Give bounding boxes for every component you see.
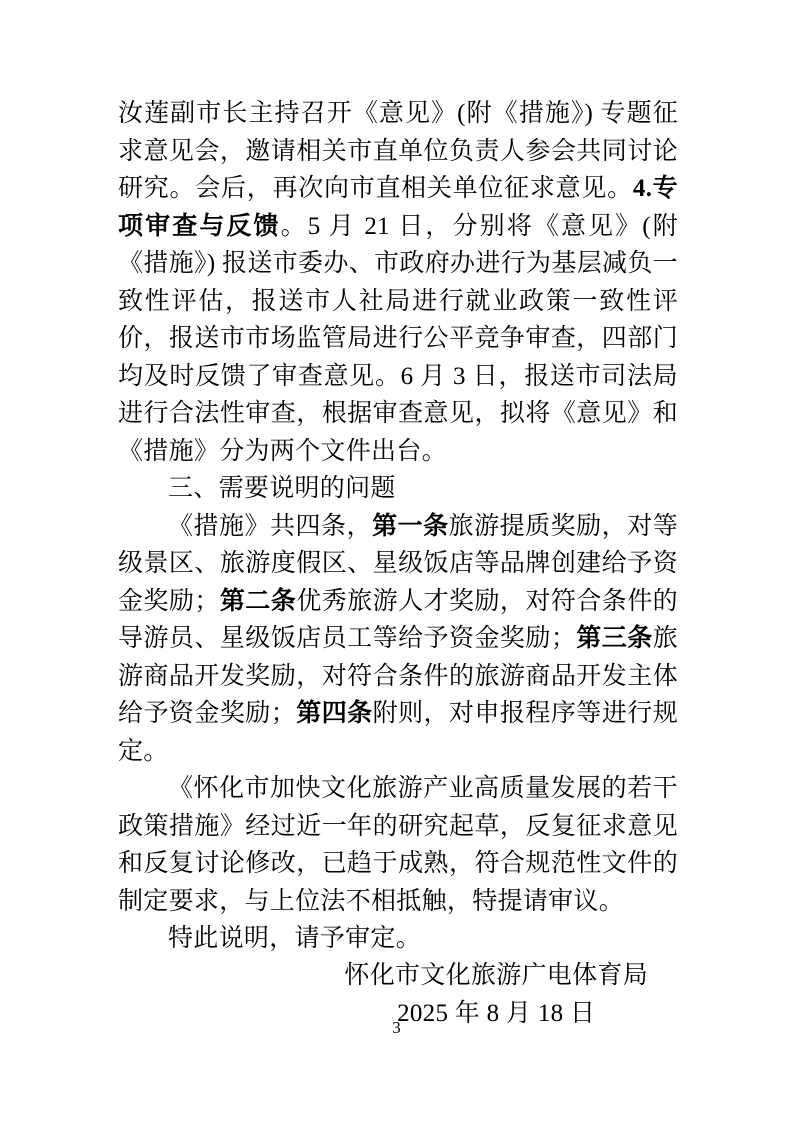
paragraph-closing	[118, 920, 678, 958]
bold-text-run: 第四条	[296, 700, 373, 727]
text-run: 旅游提质奖励，对等级景区、旅游度假区、星级饭店等品牌创建给予资金奖励；	[118, 512, 679, 615]
text-run: 《措施》共四条，	[168, 512, 373, 540]
document-body	[118, 95, 678, 958]
paragraph-review-process	[118, 95, 678, 470]
bold-text-run: 第二条	[219, 587, 297, 615]
paragraph-conclusion	[118, 770, 678, 920]
text-run: 汝莲副市长主持召开《意见》(附《措施》) 专题征求意见会，邀请相关市直单位负责人参会共同讨论研究。会后，再次向市直相关单位征求意见。	[118, 100, 678, 202]
text-run: 《怀化市加快文化旅游产业高质量发展的若干政策措施》经过近一年的研究起草，反复征求意见和反复讨论修改，已趋于成熟，符合规范性文件的制定要求，与上位法不相抵触，特提请审议。	[118, 775, 678, 915]
signature-date: 2025 年 8 月 18 日	[397, 1000, 596, 1027]
text-run: 附则，对申报程序等进行规定。	[118, 700, 678, 765]
signature-organization: 怀化市文化旅游广电体育局	[344, 962, 648, 989]
text-run: 优秀旅游人才奖励，对符合条件的导游员、星级饭店员工等给予资金奖励；	[118, 587, 678, 652]
text-run: 旅游商品开发奖励，对符合条件的旅游商品开发主体给予资金奖励；	[118, 625, 678, 727]
bold-text-run: 4.专项审查与反馈	[118, 175, 678, 240]
section-heading	[118, 470, 678, 508]
text-run: 特此说明，请予审定。	[168, 925, 422, 952]
text-run: 。5 月 21 日，分别将《意见》(附《措施》) 报送市委办、市政府办进行为基层减负一致性评估，报送市人社局进行就业政策一致性评价，报送市市场监管局进行公平竞争审查，四部门均及时反馈了审查意见。6 月 3 日，报送市司法局进行合法性审查，根据审查意见，拟将《意见》和《措施》分为两个文件出台。	[118, 212, 678, 465]
paragraph-measures-summary	[118, 508, 678, 771]
text-run: 三、需要说明的问题	[168, 475, 396, 502]
bold-text-run: 第三条	[576, 625, 653, 652]
bold-text-run: 第一条	[372, 512, 449, 540]
page-number: 3	[392, 1018, 401, 1037]
